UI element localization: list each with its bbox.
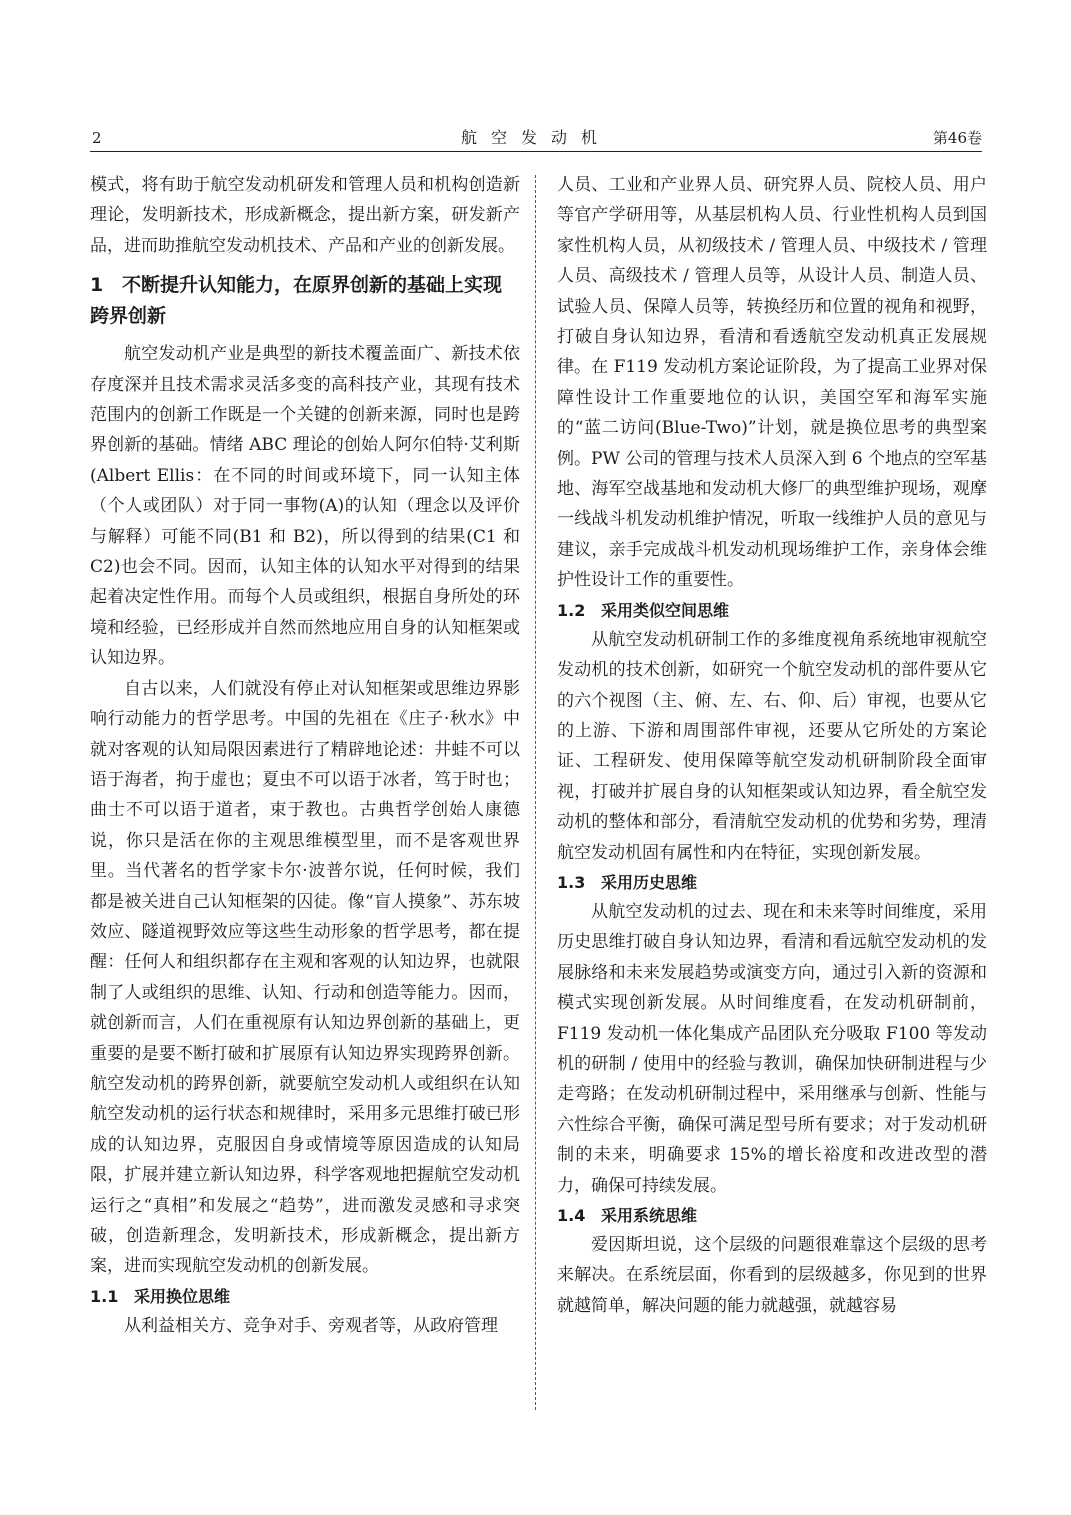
subsection-heading-1-4: [557, 1203, 987, 1229]
subsection-heading-1-2: [557, 598, 987, 624]
left-column: [90, 170, 520, 1341]
journal-title: 航空发动机: [460, 128, 611, 147]
header-rule: [90, 151, 982, 152]
subsection-heading-1-1: [90, 1284, 520, 1310]
subsection-title: 采用换位思维: [134, 1286, 231, 1306]
subsection-title: 采用历史思维: [601, 872, 698, 892]
paragraph: 模式，将有助于航空发动机研发和管理人员和机构创造新理论，发明新技术，形成新概念，提出新方案，研发新产品，进而助推航空发动机技术、产品和产业的创新发展。: [90, 175, 520, 256]
paragraph: 爱因斯坦说，这个层级的问题很难靠这个层级的思考来解决。在系统层面，你看到的层级越多，你见到的世界就越简单，解决问题的能力就越强，就越容易: [557, 1235, 987, 1316]
section-number: 1: [90, 274, 104, 297]
subsection-number: 1.2: [557, 600, 586, 620]
right-column: [557, 170, 987, 1321]
section-heading-1: [90, 270, 520, 332]
paragraph: 航空发动机产业是典型的新技术覆盖面广、新技术依存度深并且技术需求灵活多变的高科技产业，其现有技术范围内的创新工作既是一个关键的创新来源，同时也是跨界创新的基础。情绪 ABC 理论的创始人阿尔伯特·艾利斯(Albert Ellis：在不同的时间或环境下，同一认知主体（个人或团队）对于同一事物(A)的认知（理念以及评价与解释）可能不同(B1 和 B2)，所以得到的结果(C1 和 C2)也会不同。因而，认知主体的认知水平对得到的结果起着决定性作用。而每个人员或组织，根据自身所处的环境和经验，已经形成并自然而然地应用自身的认知框架或认知边界。: [90, 344, 520, 669]
subsection-number: 1.3: [557, 872, 586, 892]
subsection-number: 1.4: [557, 1206, 586, 1225]
paragraph: 人员、工业和产业界人员、研究界人员、院校人员、用户等官产学研用等，从基层机构人员、行业性机构人员到国家性机构人员，从初级技术 / 管理人员、中级技术 / 管理人员、高级技术 / 管理人员等，从设计人员、制造人员、试验人员、保障人员等，转换经历和位置的视角和视野，打破自身认知边界，看清和看透航空发动机真正发展规律。在 F119 发动机方案论证阶段，为了提高工业界对保障性设计工作重要地位的认识，美国空军和海军实施的“蓝二访问(Blue-Two)”计划，就是换位思考的典型案例。PW 公司的管理与技术人员深入到 6 个地点的空军基地、海军空战基地和发动机大修厂的典型维护现场，观摩一线战斗机发动机维护情况，听取一线维护人员的意见与建议，亲手完成战斗机发动机现场维护工作，亲身体会维护性设计工作的重要性。: [557, 175, 987, 591]
volume-label: 第46卷: [932, 129, 982, 147]
subsection-number: 1.1: [90, 1286, 119, 1306]
subsection-title: 采用系统思维: [601, 1206, 698, 1225]
section-title: 不断提升认知能力，在原界创新的基础上实现跨界创新: [90, 274, 503, 328]
subsection-title: 采用类似空间思维: [601, 600, 730, 620]
column-divider: [535, 175, 536, 1410]
page-number: 2: [92, 129, 102, 147]
paragraph: 从利益相关方、竞争对手、旁观者等，从政府管理: [124, 1315, 498, 1336]
paragraph: 从航空发动机的过去、现在和未来等时间维度，采用历史思维打破自身认知边界，看清和看远航空发动机的发展脉络和未来发展趋势或演变方向，通过引入新的资源和模式实现创新发展。从时间维度看，在发动机研制前，F119 发动机一体化集成产品团队充分吸取 F100 等发动机的研制 / 使用中的经验与教训，确保加快研制进程与少走弯路；在发动机研制过程中，采用继承与创新、性能与六性综合平衡，确保可满足型号所有要求；对于发动机研制的未来，明确要求 15%的增长裕度和改进改型的潜力，确保可持续发展。: [557, 901, 987, 1196]
paragraph: 自古以来，人们就没有停止对认知框架或思维边界影响行动能力的哲学思考。中国的先祖在《庄子·秋水》中就对客观的认知局限因素进行了精辟地论述：井蛙不可以语于海者，拘于虚也；夏虫不可以语于冰者，笃于时也；曲士不可以语于道者，束于教也。古典哲学创始人康德说，你只是活在你的主观思维模型里，而不是客观世界里。当代著名的哲学家卡尔·波普尔说，任何时候，我们都是被关进自己认知框架的囚徒。像“盲人摸象”、苏东坡效应、隧道视野效应等这些生动形象的哲学思考，都在提醒：任何人和组织都存在主观和客观的认知边界，也就限制了人或组织的思维、认知、行动和创造等能力。因而，就创新而言，人们在重视原有认知边界创新的基础上，更重要的是要不断打破和扩展原有认知边界实现跨界创新。航空发动机的跨界创新，就要航空发动机人或组织在认知航空发动机的运行状态和规律时，采用多元思维打破已形成的认知边界，克服因自身或情境等原因造成的认知局限，扩展并建立新认知边界，科学客观地把握航空发动机运行之“真相”和发展之“趋势”，进而激发灵感和寻求突破，创造新理念，发明新技术，形成新概念，提出新方案，进而实现航空发动机的创新发展。: [90, 678, 520, 1277]
subsection-heading-1-3: [557, 870, 987, 896]
paragraph: 从航空发动机研制工作的多维度视角系统地审视航空发动机的技术创新，如研究一个航空发动机的部件要从它的六个视图（主、俯、左、右、仰、后）审视，也要从它的上游、下游和周围部件审视，还要从它所处的方案论证、工程研发、使用保障等航空发动机研制阶段全面审视，打破并扩展自身的认知框架或认知边界，看全航空发动机的整体和部分，看清航空发动机的优势和劣势，理清航空发动机固有属性和内在特征，实现创新发展。: [557, 629, 987, 863]
